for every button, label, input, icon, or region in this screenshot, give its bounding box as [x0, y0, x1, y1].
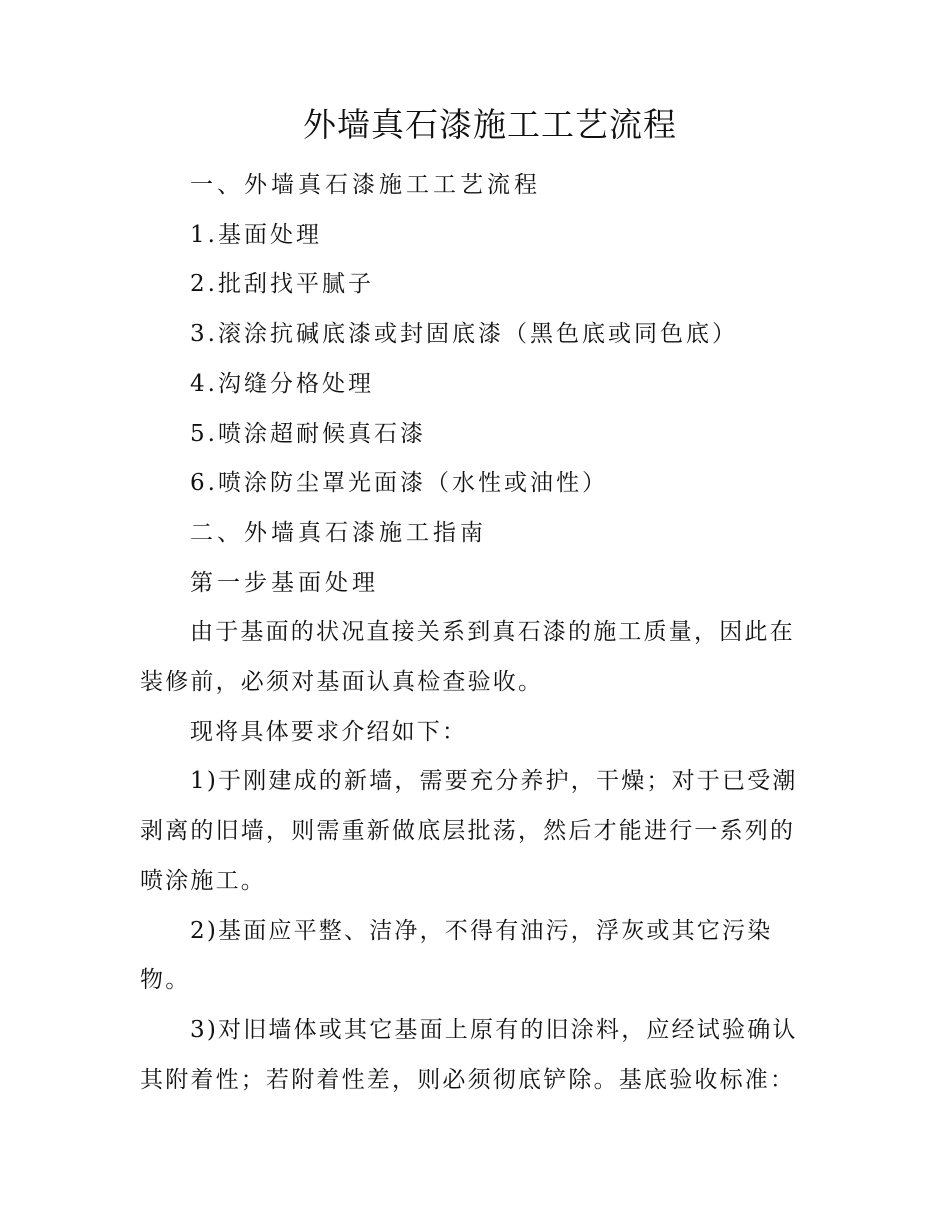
section-heading: 一、外墙真石漆施工工艺流程	[190, 172, 541, 198]
subsection-heading: 第一步基面处理	[190, 569, 379, 596]
process-step: 6.喷涂防尘罩光面漆（水性或油性）	[190, 470, 608, 497]
section-heading: 二、外墙真石漆施工指南	[190, 519, 487, 546]
body-paragraph: 2)基面应平整、洁净，不得有油污，浮灰或其它污染物。	[140, 917, 773, 994]
process-step: 2.批刮找平腻子	[190, 271, 374, 298]
body-paragraph: 由于基面的状况直接关系到真石漆的施工质量，因此在装修前，必须对基面认真检查验收。	[140, 619, 795, 696]
process-step: 4.沟缝分格处理	[190, 370, 374, 397]
process-step: 5.喷涂超耐候真石漆	[190, 420, 426, 447]
process-step: 1.基面处理	[190, 221, 322, 248]
document-body	[140, 161, 810, 1105]
body-paragraph: 1)于刚建成的新墙，需要充分养护，干燥；对于已受潮剥离的旧墙，则需重新做底层批荡，然后才能进行一系列的喷涂施工。	[140, 768, 798, 894]
process-step: 3.滚涂抗碱底漆或封固底漆（黑色底或同色底）	[190, 321, 738, 348]
body-paragraph: 现将具体要求介绍如下：	[190, 718, 468, 745]
document-title: 外墙真石漆施工工艺流程	[303, 105, 677, 144]
body-paragraph: 3)对旧墙体或其它基面上原有的旧涂料，应经试验确认其附着性；若附着性差，则必须彻底铲除。基底验收标准：	[140, 1016, 798, 1093]
